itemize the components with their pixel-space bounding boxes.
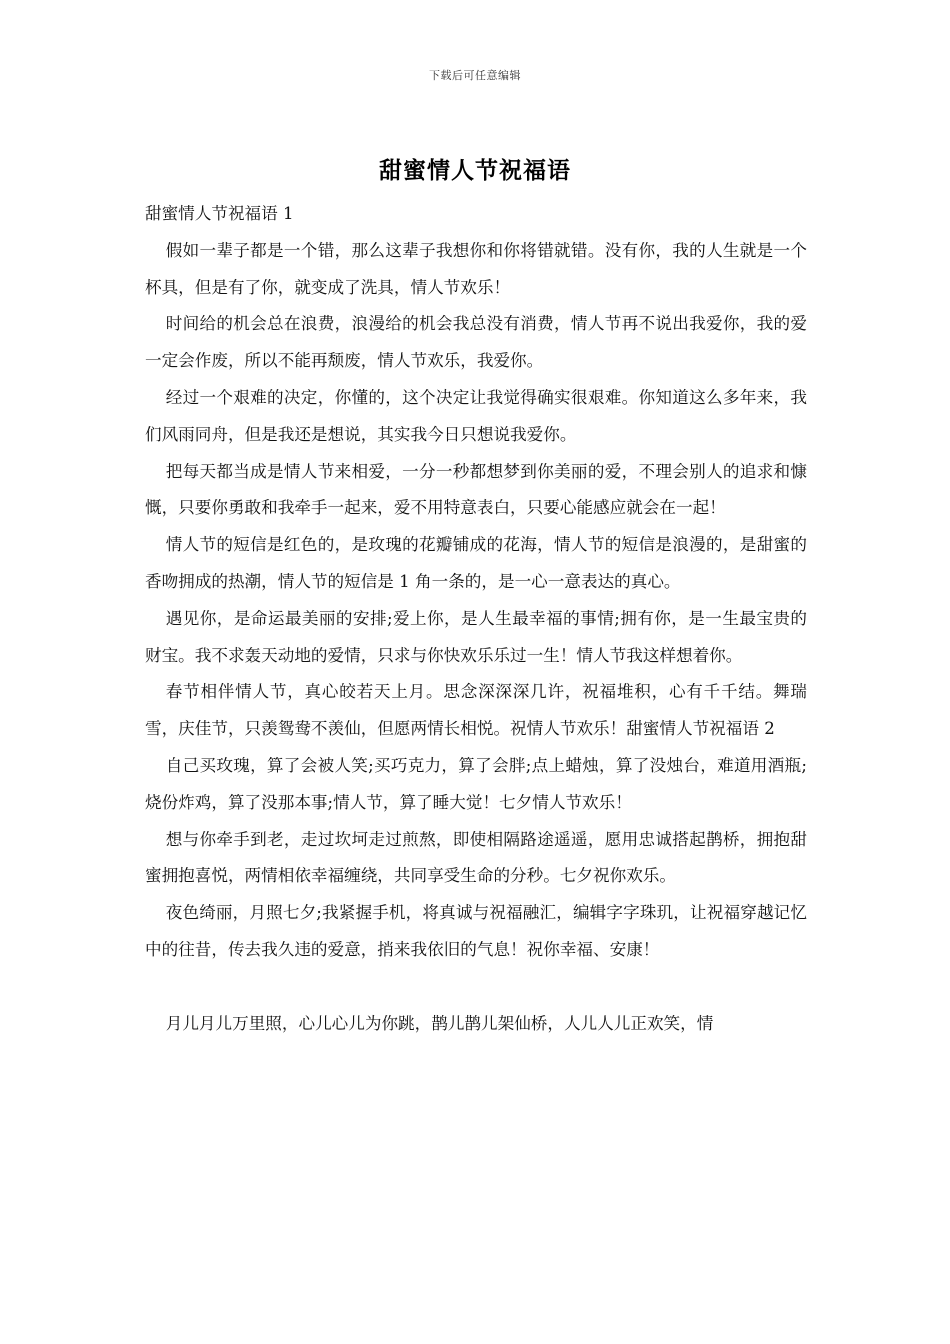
paragraph: 自己买玫瑰，算了会被人笑;买巧克力，算了会胖;点上蜡烛，算了没烛台，难道用酒瓶;烧份炸鸡，算了没那本事;情人节，算了睡大觉！七夕情人节欢乐！ bbox=[145, 755, 807, 812]
header-note: 下载后可任意编辑 bbox=[429, 69, 521, 82]
paragraph: 时间给的机会总在浪费，浪漫给的机会我总没有消费，情人节再不说出我爱你，我的爱一定会作废，所以不能再颓废，情人节欢乐，我爱你。 bbox=[145, 314, 807, 371]
section-subtitle: 甜蜜情人节祝福语 1 bbox=[145, 204, 294, 223]
paragraph: 把每天都当成是情人节来相爱，一分一秒都想梦到你美丽的爱，不理会别人的追求和慷慨，只要你勇敢和我牵手一起来，爱不用特意表白，只要心能感应就会在一起！ bbox=[145, 461, 807, 518]
paragraph: 情人节的短信是红色的，是玫瑰的花瓣铺成的花海，情人节的短信是浪漫的，是甜蜜的香吻拥成的热潮，情人节的短信是 1 角一条的，是一心一意表达的真心。 bbox=[145, 535, 807, 591]
document-title: 甜蜜情人节祝福语 bbox=[379, 157, 571, 184]
paragraph: 假如一辈子都是一个错，那么这辈子我想你和你将错就错。没有你，我的人生就是一个杯具，但是有了你，就变成了洗具，情人节欢乐！ bbox=[145, 240, 807, 297]
paragraph-gap bbox=[145, 969, 807, 1006]
paragraph: 遇见你，是命运最美丽的安排;爱上你，是人生最幸福的事情;拥有你，是一生最宝贵的财宝。我不求轰天动地的爱情，只求与你快欢乐乐过一生！情人节我这样想着你。 bbox=[145, 608, 807, 665]
document-body bbox=[145, 196, 807, 1042]
paragraph: 经过一个艰难的决定，你懂的，这个决定让我觉得确实很艰难。你知道这么多年来，我们风雨同舟，但是我还是想说，其实我今日只想说我爱你。 bbox=[145, 387, 807, 444]
paragraph: 想与你牵手到老，走过坎坷走过煎熬，即使相隔路途遥遥，愿用忠诚搭起鹊桥，拥抱甜蜜拥抱喜悦，两情相依幸福缠绕，共同享受生命的分秒。七夕祝你欢乐。 bbox=[145, 829, 807, 886]
paragraph: 春节相伴情人节，真心皎若天上月。思念深深深几许，祝福堆积，心有千千结。舞瑞雪，庆佳节，只羡鸳鸯不羡仙，但愿两情长相悦。祝情人节欢乐！甜蜜情人节祝福语 2 bbox=[145, 682, 807, 739]
paragraph: 月儿月儿万里照，心儿心儿为你跳，鹊儿鹊儿架仙桥，人儿人儿正欢笑，情 bbox=[165, 1013, 714, 1033]
paragraph: 夜色绮丽，月照七夕;我紧握手机，将真诚与祝福融汇，编辑字字珠玑，让祝福穿越记忆中的往昔，传去我久违的爱意，捎来我依旧的气息！祝你幸福、安康！ bbox=[145, 903, 807, 959]
